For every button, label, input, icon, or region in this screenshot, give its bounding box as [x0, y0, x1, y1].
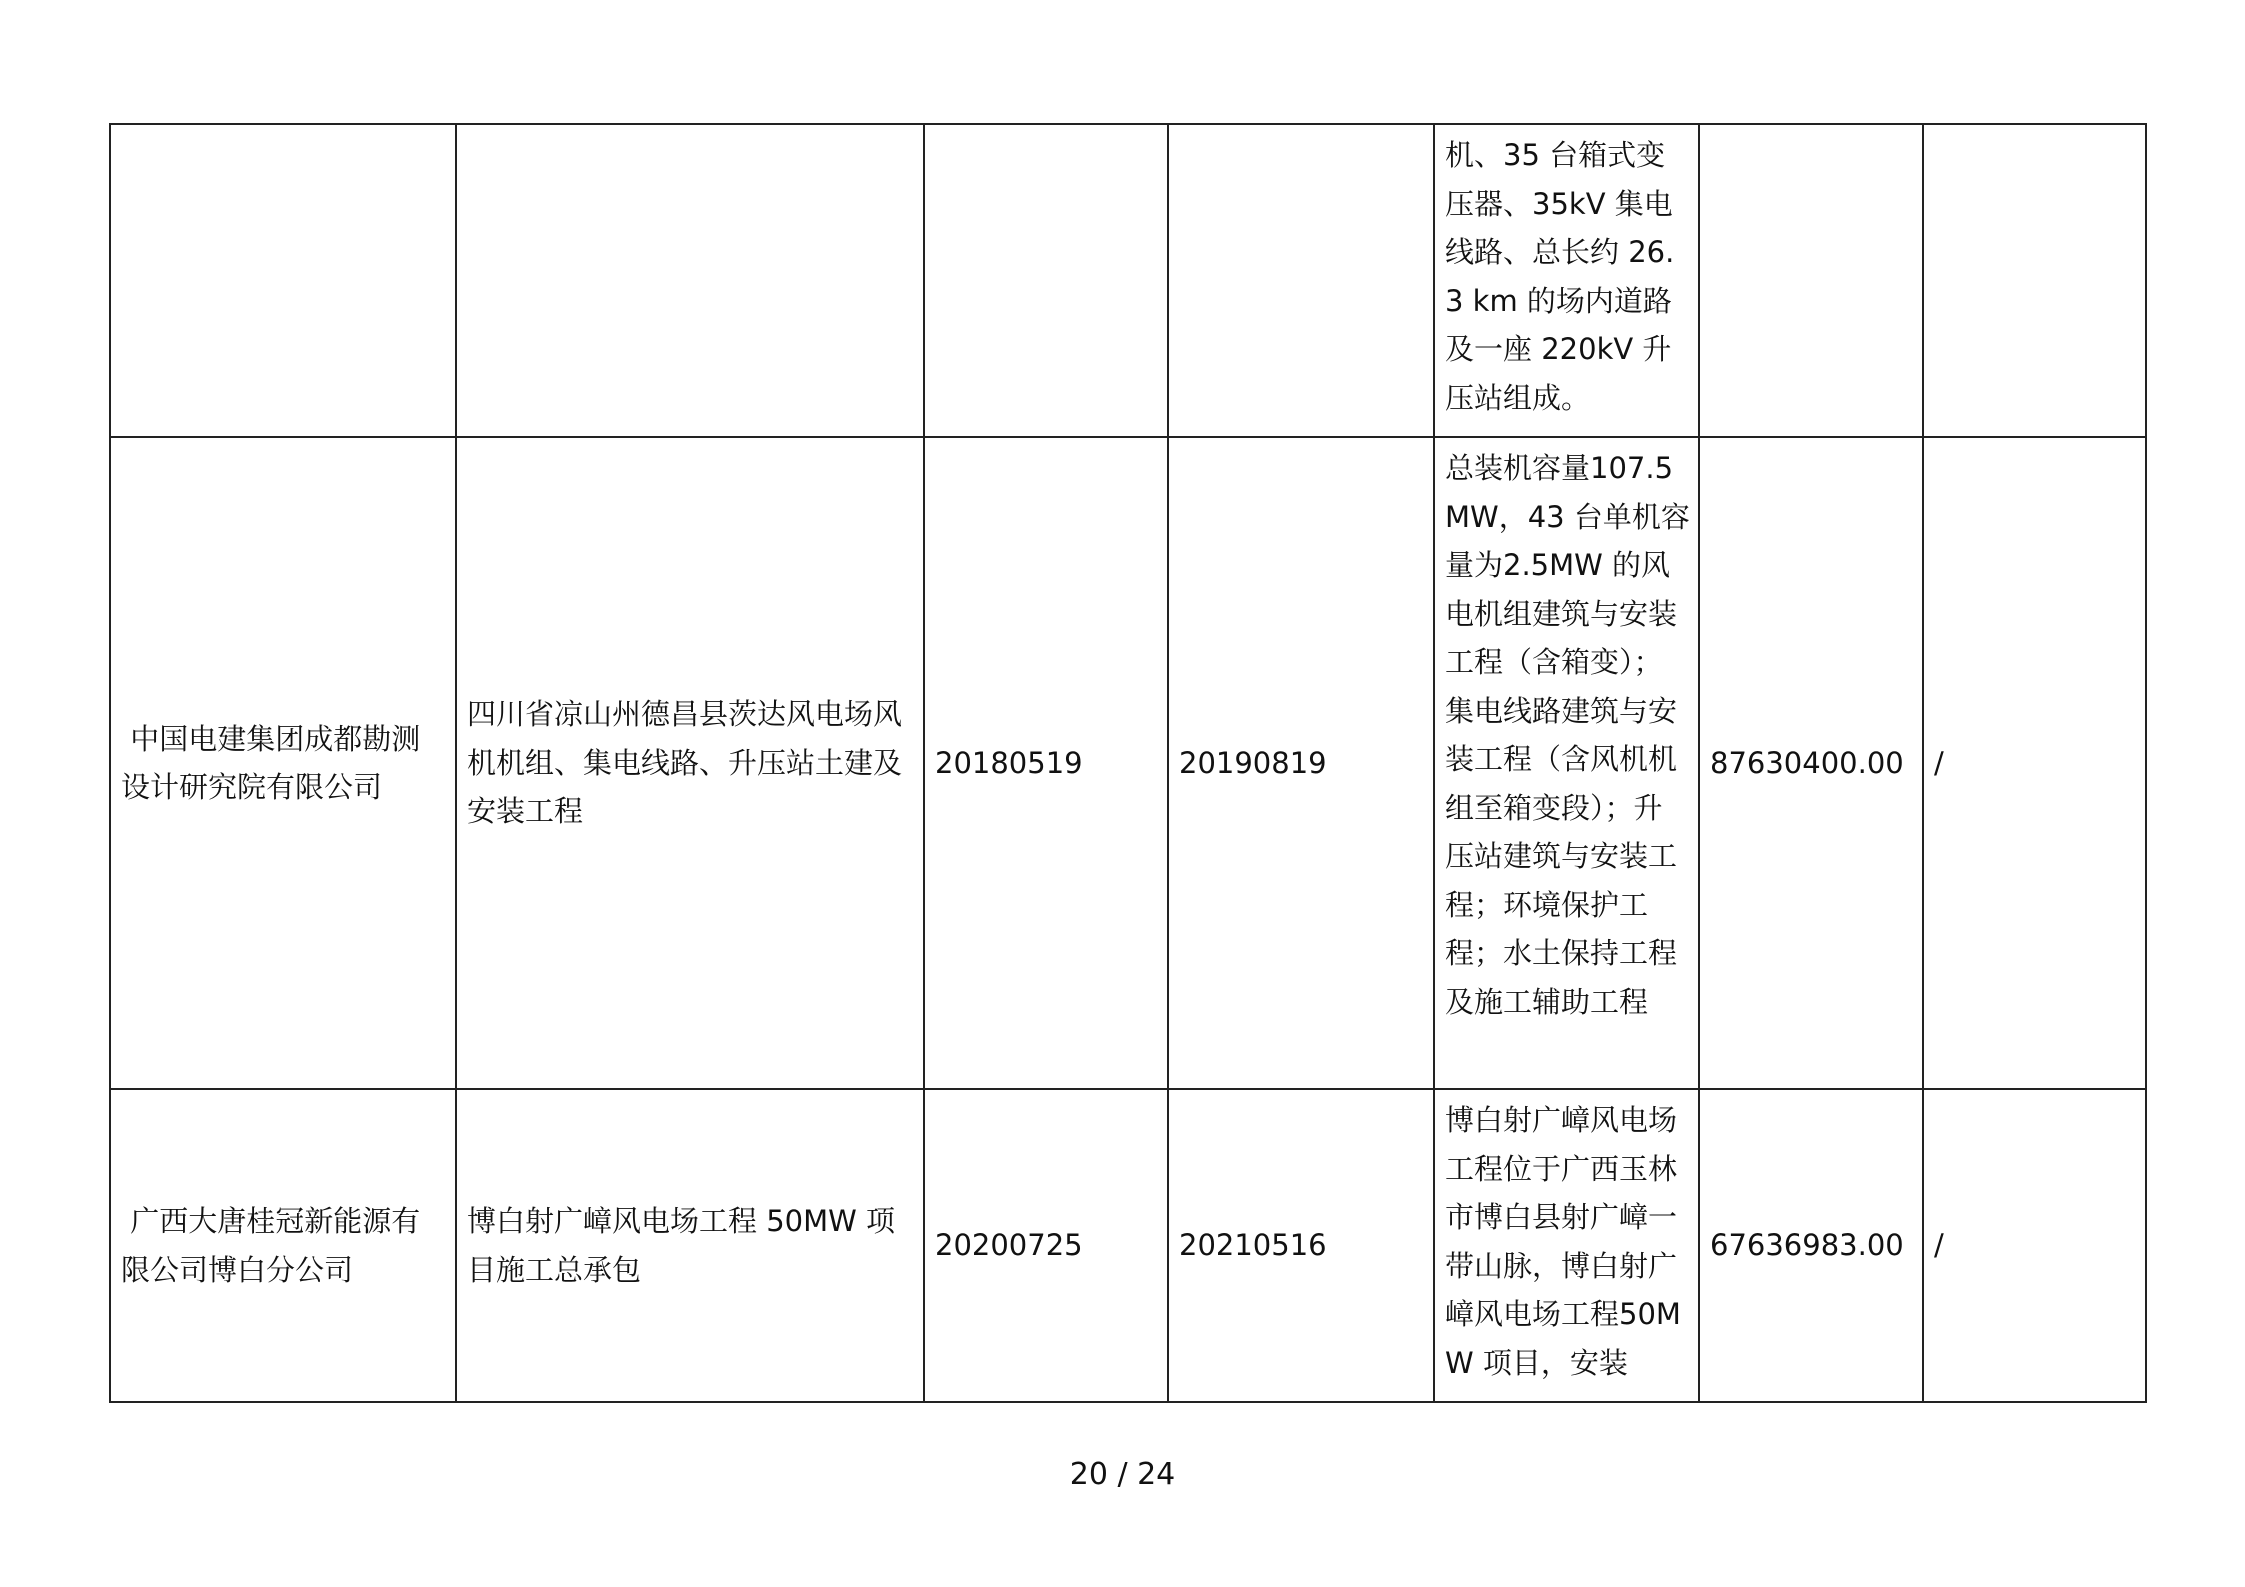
amount-cell: [1699, 124, 1923, 437]
project-cell: [456, 124, 924, 437]
remark-cell: [1923, 124, 2146, 437]
start-date-cell: 20180519: [924, 437, 1168, 1089]
amount-cell: 87630400.00: [1699, 437, 1923, 1089]
company-cell: 广西大唐桂冠新能源有限公司博白分公司: [110, 1089, 456, 1402]
description-cell: 总装机容量107.5MW，43 台单机容量为2.5MW 的风电机组建筑与安装工程（含箱变）；集电线路建筑与安装工程（含风机机组至箱变段）；升压站建筑与安装工程；环境保护工程；水土保持工程及施工辅助工程: [1434, 437, 1699, 1089]
table-row: [110, 437, 2146, 1089]
remark-cell: /: [1923, 1089, 2146, 1402]
end-date-cell: [1168, 124, 1434, 437]
project-cell: 四川省凉山州德昌县茨达风电场风机机组、集电线路、升压站土建及安装工程: [456, 437, 924, 1089]
start-date-cell: 20200725: [924, 1089, 1168, 1402]
amount-cell: 67636983.00: [1699, 1089, 1923, 1402]
table-row: [110, 1089, 2146, 1402]
description-cell: 机、35 台箱式变压器、35kV 集电线路、总长约 26.3 km 的场内道路及一座 220kV 升压站组成。: [1434, 124, 1699, 437]
start-date-cell: [924, 124, 1168, 437]
company-cell: 中国电建集团成都勘测设计研究院有限公司: [110, 437, 456, 1089]
project-cell: 博白射广嶂风电场工程 50MW 项目施工总承包: [456, 1089, 924, 1402]
page-number: 20 / 24: [1069, 1457, 1176, 1492]
end-date-cell: 20210516: [1168, 1089, 1434, 1402]
end-date-cell: 20190819: [1168, 437, 1434, 1089]
company-cell: [110, 124, 456, 437]
performance-table: [109, 123, 2147, 1403]
description-cell: 博白射广嶂风电场工程位于广西玉林市博白县射广嶂一带山脉，博白射广嶂风电场工程50MW 项目，安装: [1434, 1089, 1699, 1402]
table-row: [110, 124, 2146, 437]
remark-cell: /: [1923, 437, 2146, 1089]
